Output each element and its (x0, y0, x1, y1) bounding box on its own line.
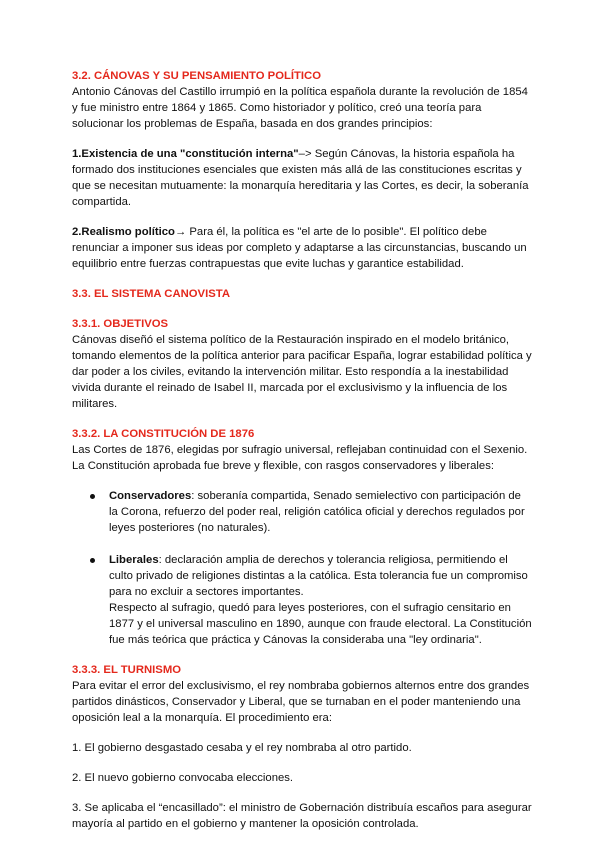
principle-1-title: 1.Existencia de una "constitución interna" (72, 148, 299, 160)
bullet-icon (90, 558, 95, 563)
list-item-conservadores (72, 488, 532, 536)
liberales-text: : declaración amplia de derechos y tolerancia religiosa, permitiendo el culto privado de religiones distintas a la católica. Esta tolerancia fue un compromiso para no excluir a sectores importantes. (109, 554, 528, 598)
principle-2-text: → Para él, la política es "el arte de lo posible". El político debe renunciar a imponer sus ideas por completo y adaptarse a las circunstancias, buscando un equilibrio entre fuerzas contrapuestas que evite luchas y garantice estabilidad. (72, 226, 527, 270)
document-page (72, 68, 532, 832)
bullet-icon (90, 494, 95, 499)
conservadores-text: : soberanía compartida, Senado semielectivo con participación de la Corona, refuerzo del poder real, religión católica oficial y derechos regulados por leyes posteriores (no naturales). (109, 490, 525, 534)
paragraph-turnismo: Para evitar el error del exclusivismo, el rey nombraba gobiernos alternos entre dos grandes partidos dinásticos, Conservador y Liberal, que se turnaban en el poder manteniendo una oposición leal a la monarquía. El procedimiento era: (72, 680, 530, 724)
procedure-step-3: 3. Se aplicaba el “encasillado”: el ministro de Gobernación distribuía escaños para asegurar mayoría al partido en el gobierno y mantener la oposición controlada. (72, 802, 532, 830)
conservadores-label: Conservadores (109, 490, 192, 502)
section-heading-3-3-1: 3.3.1. OBJETIVOS (72, 318, 169, 330)
paragraph-objetivos: Cánovas diseñó el sistema político de la Restauración inspirado en el modelo británico, tomando elementos de la política anterior para pacificar España, lograr estabilidad política y dar poder a los civiles, evitando la intervención militar. Esto respondía a la inestabilidad vivida durante el reinado de Isabel II, marcada por el exclusivismo y la influencia de los militares. (72, 334, 532, 410)
paragraph-sufragio: Respecto al sufragio, quedó para leyes posteriores, con el sufragio censitario en 1877 y el universal masculino en 1890, aunque con fraude electoral. La Constitución fue más teórica que práctica y Cánovas la consideraba una "ley ordinaria". (109, 602, 532, 646)
paragraph-principle-2 (72, 224, 532, 272)
procedure-step-2: 2. El nuevo gobierno convocaba elecciones. (72, 772, 294, 784)
principle-2-title: 2.Realismo político (72, 226, 175, 238)
list-item-liberales (72, 552, 532, 600)
section-heading-3-3-3: 3.3.3. EL TURNISMO (72, 664, 182, 676)
section-heading-3-3-2: 3.3.2. LA CONSTITUCIÓN DE 1876 (72, 428, 255, 440)
liberales-label: Liberales (109, 554, 159, 566)
principle-1-text: –> Según Cánovas, la historia española ha formado dos instituciones esenciales que existen más allá de las constituciones escritas y que se necesitan mutuamente: la monarquía hereditaria y las Cortes, es decir, la soberanía compartida. (72, 148, 529, 208)
paragraph-canovas-intro: Antonio Cánovas del Castillo irrumpió en la política española durante la revolución de 1854 y fue ministro entre 1864 y 1865. Como historiador y político, creó una teoría para solucionar los problemas de España, basada en dos grandes principios: (72, 86, 528, 130)
section-heading-3-2: 3.2. CÁNOVAS Y SU PENSAMIENTO POLÍTICO (72, 70, 321, 82)
section-heading-3-3: 3.3. EL SISTEMA CANOVISTA (72, 288, 230, 300)
procedure-step-1: 1. El gobierno desgastado cesaba y el rey nombraba al otro partido. (72, 742, 412, 754)
paragraph-principle-1 (72, 146, 532, 210)
constitution-traits-list (72, 488, 532, 600)
paragraph-constitucion: Las Cortes de 1876, elegidas por sufragio universal, reflejaban continuidad con el Sexenio. La Constitución aprobada fue breve y flexible, con rasgos conservadores y liberales: (72, 444, 528, 472)
